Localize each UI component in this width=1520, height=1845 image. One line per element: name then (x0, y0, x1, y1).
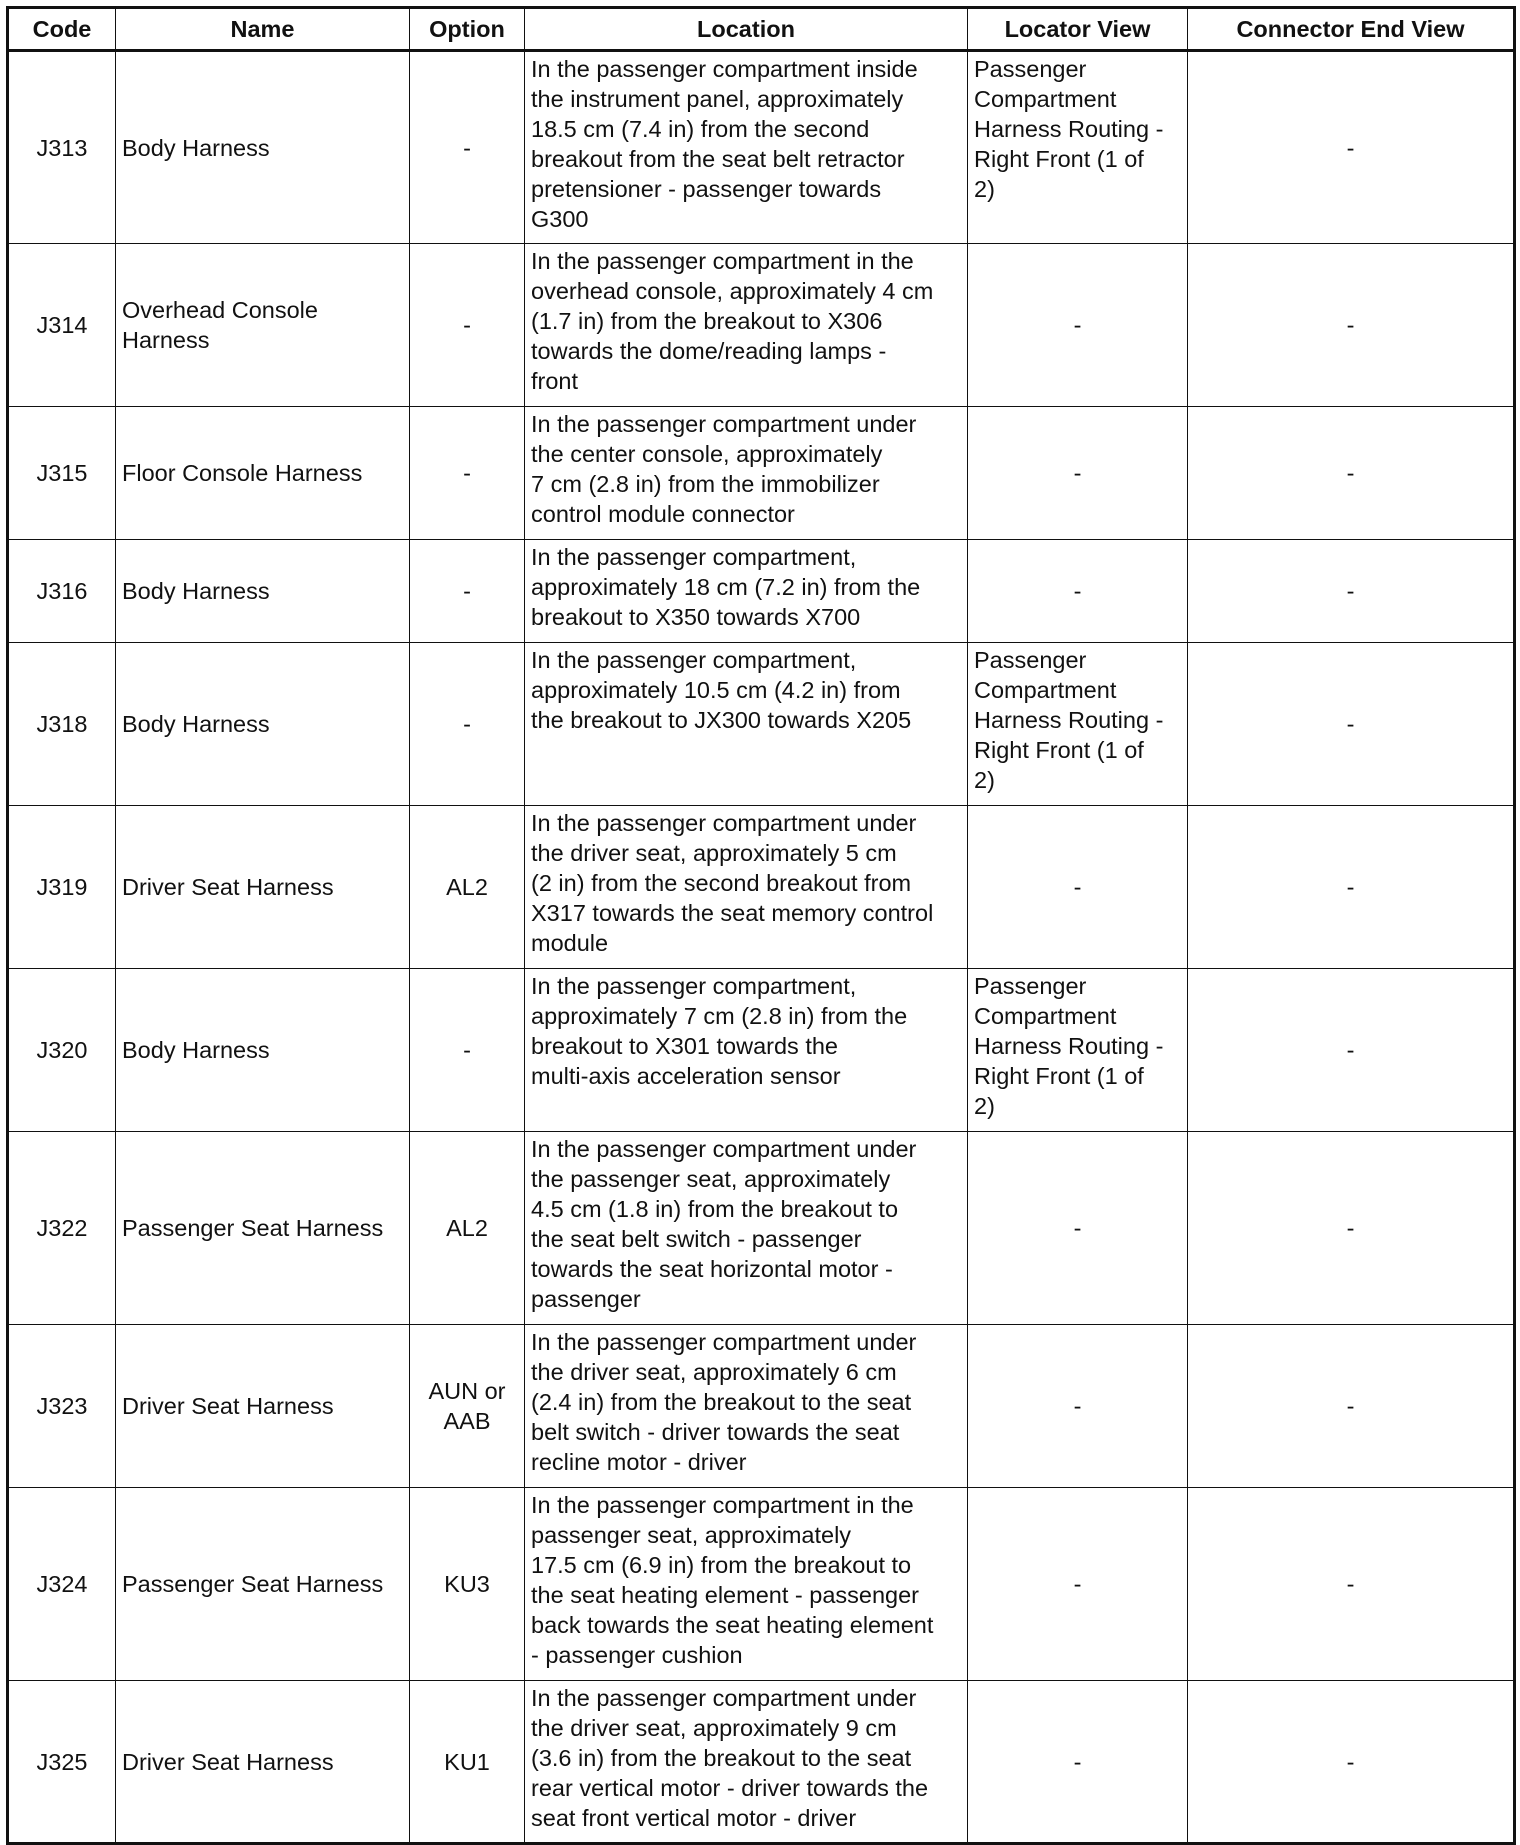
cell-line: 18.5 cm (7.4 in) from the second (531, 116, 870, 142)
locator-view-cell (968, 969, 1188, 1132)
cell-line: the breakout to JX300 towards X205 (531, 707, 912, 733)
option-cell: - (410, 407, 525, 540)
cell-line: recline motor - driver (531, 1449, 747, 1475)
locator-view-cell (968, 643, 1188, 806)
code-cell: J325 (8, 1681, 116, 1844)
cell-line: AUN or (428, 1378, 506, 1404)
cell-line: Harness Routing - (974, 707, 1164, 733)
cell-line: Passenger (974, 647, 1087, 673)
connector-end-view-cell: - (1188, 969, 1515, 1132)
cell-line: Harness Routing - (974, 116, 1164, 142)
cell-line: front (531, 368, 579, 394)
cell-line: pretensioner - passenger towards (531, 176, 882, 202)
name-cell: Body Harness (116, 51, 410, 244)
name-cell: Passenger Seat Harness (116, 1488, 410, 1681)
cell-line: In the passenger compartment under (531, 1685, 917, 1711)
column-header-option: Option (410, 8, 525, 51)
connector-end-view-cell: - (1188, 806, 1515, 969)
option-cell: - (410, 540, 525, 643)
name-cell: Floor Console Harness (116, 407, 410, 540)
code-cell: J316 (8, 540, 116, 643)
column-header-name: Name (116, 8, 410, 51)
table-row (8, 643, 1515, 806)
cell-line: G300 (531, 206, 589, 232)
connector-end-view-cell: - (1188, 51, 1515, 244)
cell-line: control module connector (531, 501, 795, 527)
cell-line: the seat belt switch - passenger (531, 1226, 862, 1252)
column-header-locator-view: Locator View (968, 8, 1188, 51)
table-row (8, 969, 1515, 1132)
cell-line: breakout to X350 towards X700 (531, 604, 861, 630)
cell-line: AAB (443, 1408, 491, 1434)
locator-view-cell: - (968, 540, 1188, 643)
location-cell (525, 806, 968, 969)
cell-line: passenger seat, approximately (531, 1522, 852, 1548)
code-cell: J319 (8, 806, 116, 969)
cell-line: the driver seat, approximately 5 cm (531, 840, 897, 866)
cell-line: overhead console, approximately 4 cm (531, 278, 934, 304)
cell-line: approximately 10.5 cm (4.2 in) from (531, 677, 901, 703)
splice-table (6, 6, 1516, 1845)
code-cell: J322 (8, 1132, 116, 1325)
cell-line: In the passenger compartment, (531, 544, 857, 570)
cell-line: the instrument panel, approximately (531, 86, 904, 112)
cell-line: belt switch - driver towards the seat (531, 1419, 900, 1445)
cell-line: breakout to X301 towards the (531, 1033, 839, 1059)
locator-view-cell: - (968, 407, 1188, 540)
cell-line: Right Front (1 of (974, 1063, 1144, 1089)
option-cell: - (410, 643, 525, 806)
option-cell: AL2 (410, 806, 525, 969)
cell-line: the driver seat, approximately 9 cm (531, 1715, 897, 1741)
location-cell (525, 51, 968, 244)
location-cell (525, 1488, 968, 1681)
option-cell: KU1 (410, 1681, 525, 1844)
cell-line: In the passenger compartment under (531, 411, 917, 437)
location-cell (525, 407, 968, 540)
cell-line: approximately 18 cm (7.2 in) from the (531, 574, 921, 600)
table-row (8, 51, 1515, 244)
cell-line: Passenger (974, 56, 1087, 82)
cell-line: Compartment (974, 677, 1117, 703)
code-cell: J313 (8, 51, 116, 244)
cell-line: Harness (122, 327, 210, 353)
cell-line: X317 towards the seat memory control (531, 900, 934, 926)
cell-line: Compartment (974, 1003, 1117, 1029)
column-header-location: Location (525, 8, 968, 51)
table-row (8, 1325, 1515, 1488)
cell-line: In the passenger compartment in the (531, 248, 914, 274)
cell-line: Harness Routing - (974, 1033, 1164, 1059)
cell-line: 2) (974, 767, 995, 793)
cell-line: Passenger (974, 973, 1087, 999)
name-cell: Driver Seat Harness (116, 806, 410, 969)
locator-view-cell: - (968, 806, 1188, 969)
table-row (8, 1132, 1515, 1325)
connector-end-view-cell: - (1188, 1132, 1515, 1325)
name-cell: Body Harness (116, 643, 410, 806)
header-row (8, 8, 1515, 51)
cell-line: Right Front (1 of (974, 737, 1144, 763)
locator-view-cell: - (968, 1488, 1188, 1681)
locator-view-cell: - (968, 244, 1188, 407)
location-cell (525, 1325, 968, 1488)
option-cell: - (410, 244, 525, 407)
cell-line: Compartment (974, 86, 1117, 112)
connector-end-view-cell: - (1188, 1681, 1515, 1844)
option-cell: - (410, 969, 525, 1132)
connector-end-view-cell: - (1188, 643, 1515, 806)
name-cell: Body Harness (116, 969, 410, 1132)
connector-end-view-cell: - (1188, 540, 1515, 643)
cell-line: (2 in) from the second breakout from (531, 870, 912, 896)
location-cell (525, 1681, 968, 1844)
cell-line: the center console, approximately (531, 441, 883, 467)
cell-line: towards the seat horizontal motor - (531, 1256, 893, 1282)
location-cell (525, 1132, 968, 1325)
cell-line: Overhead Console (122, 297, 318, 323)
table-row (8, 1488, 1515, 1681)
code-cell: J314 (8, 244, 116, 407)
locator-view-cell (968, 51, 1188, 244)
name-cell: Body Harness (116, 540, 410, 643)
name-cell: Driver Seat Harness (116, 1325, 410, 1488)
location-cell (525, 969, 968, 1132)
cell-line: Right Front (1 of (974, 146, 1144, 172)
cell-line: 2) (974, 176, 995, 202)
cell-line: 7 cm (2.8 in) from the immobilizer (531, 471, 880, 497)
table-body (8, 51, 1515, 1844)
table-row (8, 806, 1515, 969)
option-cell: KU3 (410, 1488, 525, 1681)
cell-line: In the passenger compartment under (531, 1329, 917, 1355)
locator-view-cell: - (968, 1681, 1188, 1844)
name-cell: Passenger Seat Harness (116, 1132, 410, 1325)
cell-line: In the passenger compartment in the (531, 1492, 914, 1518)
name-cell (116, 244, 410, 407)
code-cell: J315 (8, 407, 116, 540)
cell-line: rear vertical motor - driver towards the (531, 1775, 929, 1801)
code-cell: J320 (8, 969, 116, 1132)
name-cell: Driver Seat Harness (116, 1681, 410, 1844)
option-cell: AL2 (410, 1132, 525, 1325)
cell-line: In the passenger compartment under (531, 810, 917, 836)
cell-line: (2.4 in) from the breakout to the seat (531, 1389, 912, 1415)
cell-line: (3.6 in) from the breakout to the seat (531, 1745, 912, 1771)
cell-line: the driver seat, approximately 6 cm (531, 1359, 897, 1385)
connector-end-view-cell: - (1188, 244, 1515, 407)
location-cell (525, 540, 968, 643)
cell-line: 4.5 cm (1.8 in) from the breakout to (531, 1196, 899, 1222)
location-cell (525, 643, 968, 806)
cell-line: (1.7 in) from the breakout to X306 (531, 308, 883, 334)
cell-line: breakout from the seat belt retractor (531, 146, 905, 172)
option-cell (410, 1325, 525, 1488)
connector-end-view-cell: - (1188, 407, 1515, 540)
cell-line: 17.5 cm (6.9 in) from the breakout to (531, 1552, 912, 1578)
cell-line: multi-axis acceleration sensor (531, 1063, 841, 1089)
table-row (8, 244, 1515, 407)
cell-line: 2) (974, 1093, 995, 1119)
cell-line: the seat heating element - passenger (531, 1582, 920, 1608)
code-cell: J318 (8, 643, 116, 806)
cell-line: the passenger seat, approximately (531, 1166, 891, 1192)
location-cell (525, 244, 968, 407)
cell-line: In the passenger compartment, (531, 647, 857, 673)
connector-end-view-cell: - (1188, 1488, 1515, 1681)
cell-line: approximately 7 cm (2.8 in) from the (531, 1003, 908, 1029)
table-row (8, 540, 1515, 643)
locator-view-cell: - (968, 1325, 1188, 1488)
cell-line: passenger (531, 1286, 641, 1312)
cell-line: seat front vertical motor - driver (531, 1805, 857, 1831)
column-header-connector-end-view: Connector End View (1188, 8, 1515, 51)
column-header-code: Code (8, 8, 116, 51)
table-row (8, 1681, 1515, 1844)
cell-line: In the passenger compartment, (531, 973, 857, 999)
connector-end-view-cell: - (1188, 1325, 1515, 1488)
cell-line: In the passenger compartment under (531, 1136, 917, 1162)
cell-line: back towards the seat heating element (531, 1612, 934, 1638)
cell-line: towards the dome/reading lamps - (531, 338, 887, 364)
option-cell: - (410, 51, 525, 244)
locator-view-cell: - (968, 1132, 1188, 1325)
table-row (8, 407, 1515, 540)
code-cell: J323 (8, 1325, 116, 1488)
cell-line: module (531, 930, 609, 956)
cell-line: In the passenger compartment inside (531, 56, 918, 82)
code-cell: J324 (8, 1488, 116, 1681)
cell-line: - passenger cushion (531, 1642, 743, 1668)
